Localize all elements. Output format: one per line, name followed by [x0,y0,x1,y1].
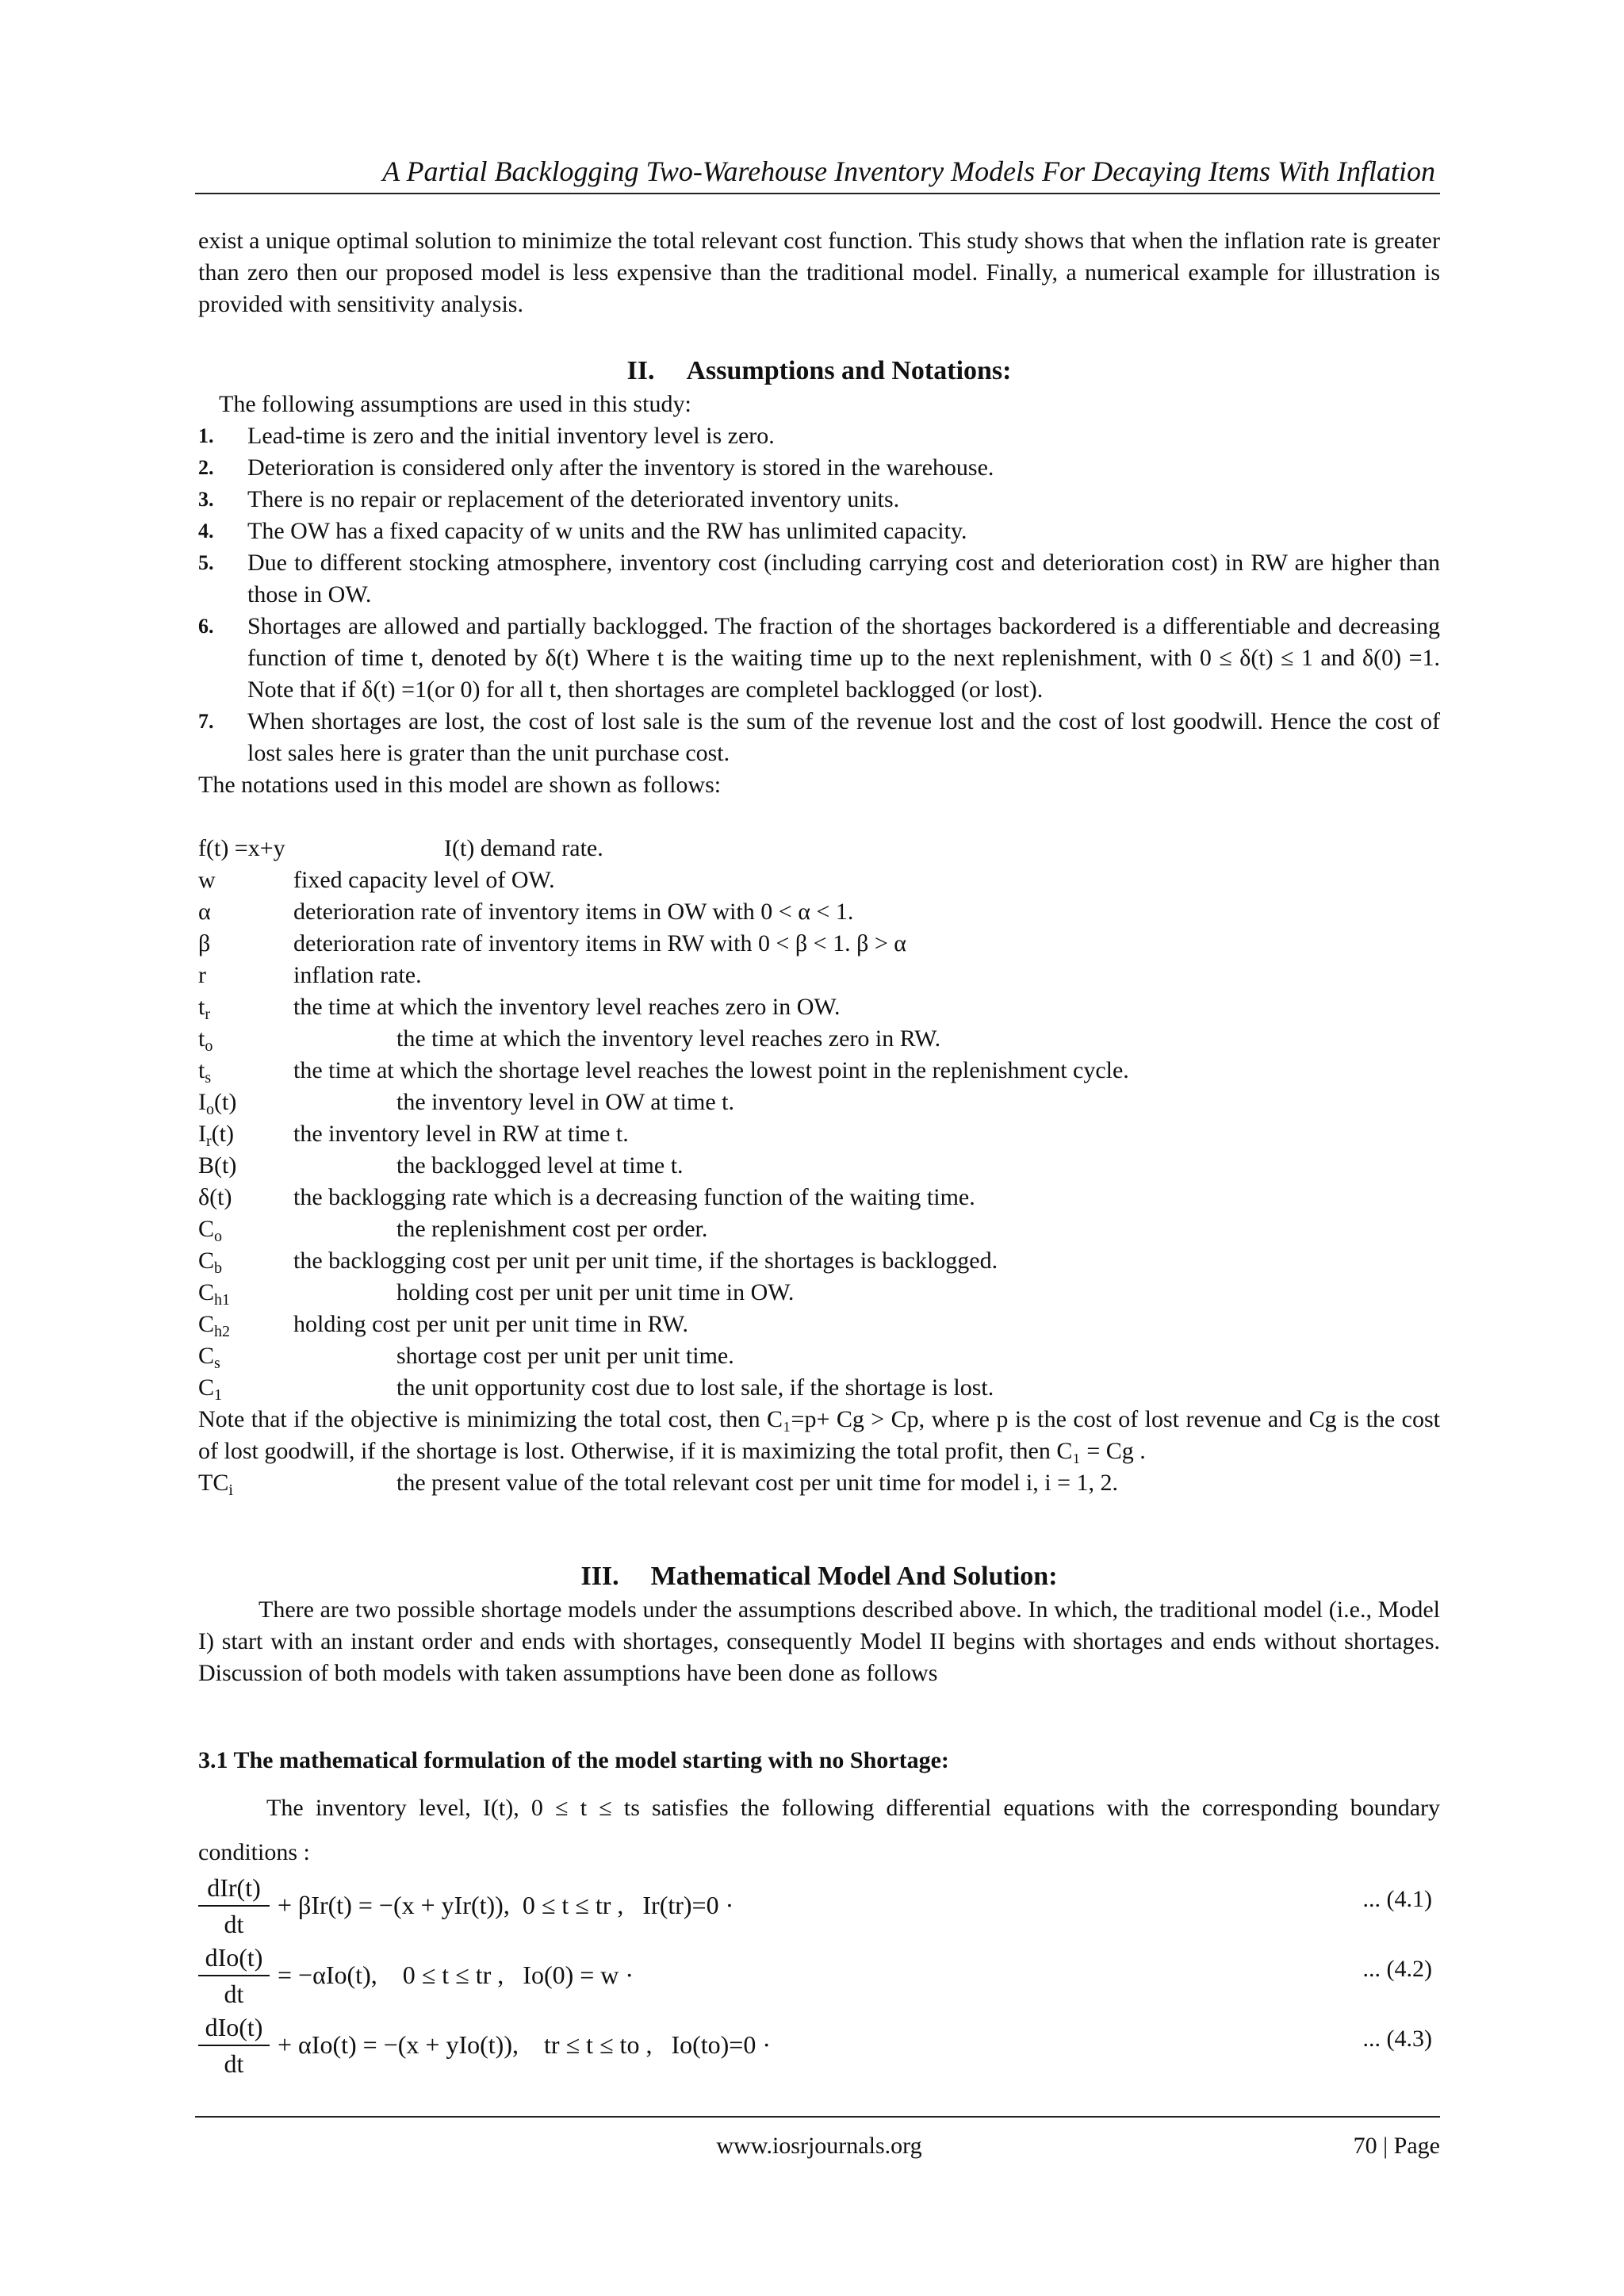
notation-row [198,1055,1440,1087]
notations-list [198,833,1440,1404]
notation-row [198,928,1440,960]
notation-row [198,1023,1440,1055]
assumption-text: The OW has a fixed capacity of w units and the RW has unlimited capacity. [247,518,967,544]
notation-row [198,1150,1440,1182]
notation-description: fixed capacity level of OW. [293,867,555,893]
assumption-text: Deterioration is considered only after the inventory is stored in the warehouse. [247,454,994,481]
equation-rhs: + βIr(t) = −(x + yIr(t)), 0 ≤ t ≤ tr , Ir(tr)=0 · [278,1891,734,1919]
notation-row [198,1340,1440,1372]
header-rule [195,193,1440,194]
footer-page-number: 70 | Page [1353,2133,1440,2159]
notation-description: holding cost per unit per unit time in OW. [396,1279,795,1305]
equation-number: ... (4.3) [1362,2026,1432,2052]
assumption-number: 7. [198,710,214,733]
section-3-number: III. [580,1562,619,1591]
notation-row [198,1087,1440,1118]
notation-description: the backlogging rate which is a decreasing function of the waiting time. [293,1184,975,1210]
assumption-item [198,706,1440,769]
notation-symbol: $t_r$ [198,994,211,1023]
notation-description: deterioration rate of inventory items in RW with 0 < β < 1. β > α [293,930,906,956]
assumption-number: 4. [198,519,214,542]
assumption-number: 1. [198,424,214,447]
notation-description: the time at which the inventory level reaches zero in RW. [396,1025,941,1052]
subsection-3-1-lead: The inventory level, I(t), 0 ≤ t ≤ ts satisfies the following differential equations with the corresponding boundary conditions : [198,1795,1440,1865]
notation-row [198,1372,1440,1404]
equation [198,1941,1440,2008]
notation-symbol: $I_o(t)$ [198,1089,237,1118]
running-title: A Partial Backlogging Two-Warehouse Inventory Models For Decaying Items With Inflation [382,155,1435,187]
notation-symbol: $C_o$ [198,1216,223,1245]
notation-description: holding cost per unit per unit time in RW. [293,1311,689,1337]
notation-symbol: $C_s$ [198,1343,220,1372]
notation-symbol: $I_r(t)$ [198,1121,234,1150]
notation-symbol: $t_o$ [198,1025,213,1055]
notation-description: the time at which the shortage level reaches the lowest point in the replenishment cycle. [293,1057,1129,1083]
assumption-item [198,611,1440,706]
notation-symbol: α [198,899,211,925]
notation-symbol: $C_1$ [198,1374,223,1404]
notation-row [198,1245,1440,1277]
notation-row [198,1213,1440,1245]
notation-description: inflation rate. [293,962,422,988]
notation-description: the inventory level in OW at time t. [396,1089,735,1115]
assumption-item [198,420,1440,452]
footer-site: www.iosrjournals.org [716,2133,922,2159]
assumption-item [198,547,1440,611]
section-2-title: Assumptions and Notations: [686,356,1012,385]
assumption-text: Due to different stocking atmosphere, inventory cost (including carrying cost and deterioration cost) in RW are higher than those in OW. [247,550,1440,608]
notation-description: the inventory level in RW at time t. [293,1121,629,1147]
notation-description: the replenishment cost per order. [396,1216,708,1242]
notation-symbol: $C_{h2}$ [198,1311,231,1340]
notation-symbol: β [198,930,211,956]
notation-symbol: r [198,962,206,988]
assumption-number: 6. [198,615,214,638]
equation-number: ... (4.2) [1362,1956,1432,1982]
subsection-3-1-title: 3.1 The mathematical formulation of the model starting with no Shortage: [198,1747,949,1773]
notation-description: shortage cost per unit per unit time. [396,1343,734,1369]
section-2-number: II. [626,356,655,385]
equation-fraction: dIo(t) dt [198,1941,270,2010]
section-3-title: Mathematical Model And Solution: [650,1562,1058,1591]
equation-fraction: dIo(t) dt [198,2011,270,2079]
notation-symbol: $C_b$ [198,1248,223,1277]
notation-row [198,960,1440,991]
notation-row [198,1118,1440,1150]
notation-description: the unit opportunity cost due to lost sale, if the shortage is lost. [396,1374,994,1401]
equation-rhs: = −αIo(t), 0 ≤ t ≤ tr , Io(0) = w · [278,1961,634,1989]
notation-description: the backlogged level at time t. [396,1152,684,1179]
assumption-item [198,484,1440,516]
equation-fraction: dIr(t) dt [198,1872,270,1940]
assumption-text: There is no repair or replacement of the deteriorated inventory units. [247,486,900,512]
section-2-heading [198,354,1440,389]
equation-rhs: + αIo(t) = −(x + yIo(t)), tr ≤ t ≤ to , Io(to)=0 · [278,2030,771,2059]
equation-number: ... (4.1) [1362,1886,1432,1912]
notation-symbol: B(t) [198,1152,237,1179]
notation-row [198,864,1440,896]
note-paragraph: Note that if the objective is minimizing the total cost, then C₁=p+ Cg > Cp, where p is the cost of lost revenue and Cg is the cost of lost goodwill, if the shortage is lost. Otherwise, if it is maximizing the total profit, then C₁ = Cg . $TC_i$ the present value of the total relevant cost per unit time for model i, i = 1, 2. [198,1406,1440,1499]
notations-lead: The notations used in this model are shown as follows: [198,772,722,798]
equation [198,1872,1440,1938]
notation-symbol: δ(t) [198,1184,232,1210]
assumptions-list [198,420,1440,769]
assumptions-lead: The following assumptions are used in this study: [219,391,691,417]
notation-row [198,833,1440,864]
equation [198,2011,1440,2078]
notation-symbol: f(t) =x+y [198,835,285,861]
section-3-heading [198,1559,1440,1594]
notation-row [198,1309,1440,1340]
assumption-number: 2. [198,456,214,479]
assumption-item [198,452,1440,484]
footer-rule [195,2116,1440,2118]
assumption-number: 5. [198,551,214,574]
notation-description: the backlogging cost per unit per unit time, if the shortages is backlogged. [293,1248,998,1274]
notation-row [198,991,1440,1023]
notation-description: the time at which the inventory level reaches zero in OW. [293,994,841,1020]
assumption-text: When shortages are lost, the cost of lost sale is the sum of the revenue lost and the cost of lost goodwill. Hence the cost of lost sales here is grater than the unit purchase cost. [247,708,1440,766]
notation-description: deterioration rate of inventory items in OW with 0 < α < 1. [293,899,854,925]
intro-paragraph: exist a unique optimal solution to minimize the total relevant cost function. This study shows that when the inflation rate is greater than zero then our proposed model is less expensive than the traditional model. Finally, a numerical example for illustration is provided with sensitivity analysis. [198,228,1440,317]
assumption-text: Lead-time is zero and the initial inventory level is zero. [247,423,775,449]
assumption-text: Shortages are allowed and partially backlogged. The fraction of the shortages backordered is a differentiable and decreasing function of time t, denoted by δ(t) Where t is the waiting time up to the next replenishment, with 0 ≤ δ(t) ≤ 1 and δ(0) =1. Note that if δ(t) =1(or 0) for all t, then shortages are completel backlogged (or lost). [247,613,1440,703]
assumption-item [198,516,1440,547]
notation-row [198,896,1440,928]
notation-row [198,1182,1440,1213]
notation-description: I(t) demand rate. [444,835,603,861]
assumption-number: 3. [198,488,214,511]
notation-symbol: w [198,867,216,893]
notation-symbol: $t_s$ [198,1057,212,1087]
notation-row-tc: $TC_i$ the present value of the total relevant cost per unit time for model i, i = 1, 2. [198,1470,1118,1499]
assumptions-block [198,389,1440,801]
notation-row [198,1277,1440,1309]
notation-symbol: $C_{h1}$ [198,1279,231,1309]
section-3-paragraph: There are two possible shortage models under the assumptions described above. In which, the traditional model (i.e., Model I) start with an instant order and ends with shortages, consequently Model II begins with shortages and ends without shortages. Discussion of both models with taken assumptions have been done as follows [198,1596,1440,1686]
